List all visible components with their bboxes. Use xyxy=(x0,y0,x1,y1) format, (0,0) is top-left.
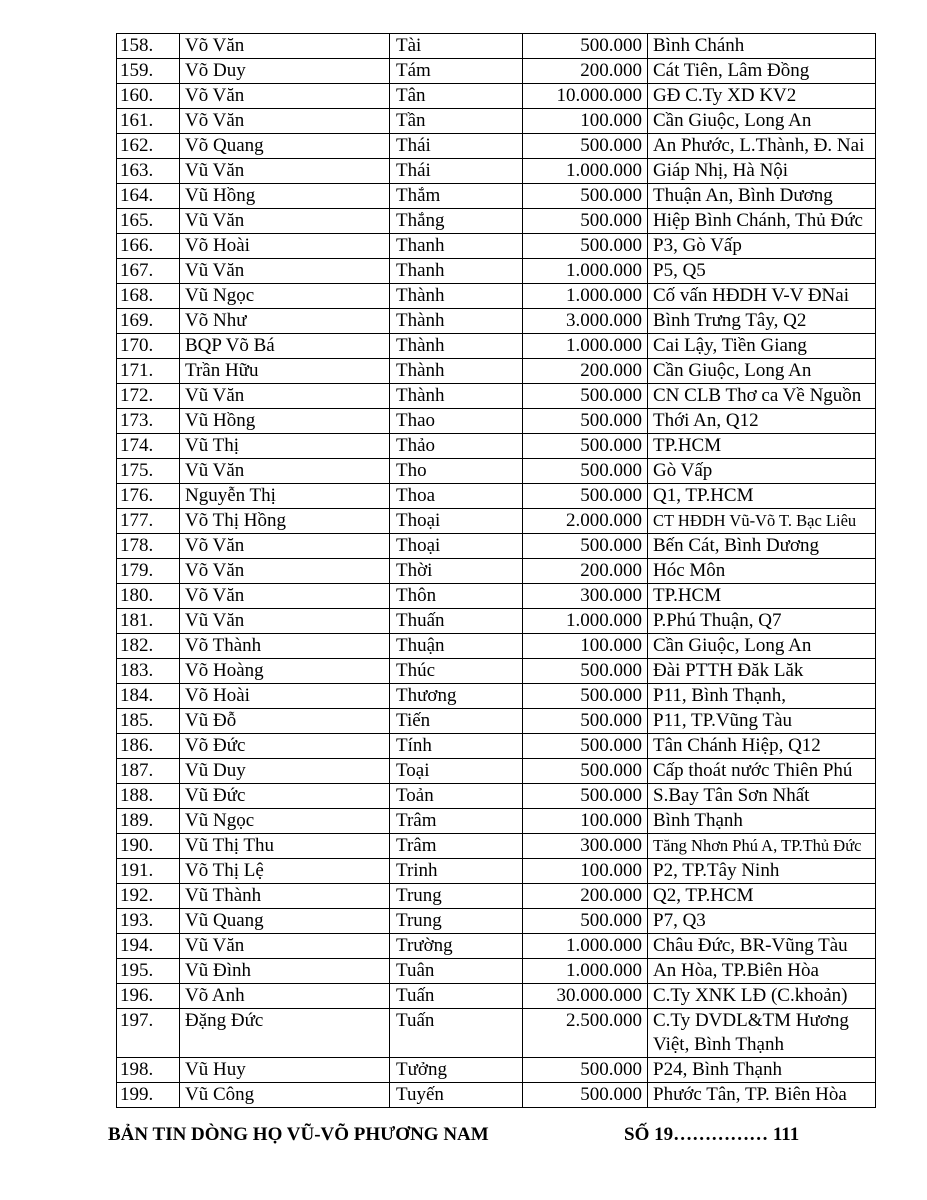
row-given-name: Thành xyxy=(390,309,523,334)
row-index: 192. xyxy=(117,884,180,909)
row-surname: Võ Quang xyxy=(180,134,390,159)
row-index: 183. xyxy=(117,659,180,684)
row-place: Giáp Nhị, Hà Nội xyxy=(648,159,876,184)
row-surname: Vũ Văn xyxy=(180,209,390,234)
table-row xyxy=(117,434,876,459)
row-given-name: Trường xyxy=(390,934,523,959)
row-given-name: Thuận xyxy=(390,634,523,659)
row-index: 180. xyxy=(117,584,180,609)
row-surname: Vũ Quang xyxy=(180,909,390,934)
row-surname: Vũ Đỗ xyxy=(180,709,390,734)
row-place: Châu Đức, BR-Vũng Tàu xyxy=(648,934,876,959)
table-row xyxy=(117,759,876,784)
row-index: 176. xyxy=(117,484,180,509)
row-index: 177. xyxy=(117,509,180,534)
row-place: P.Phú Thuận, Q7 xyxy=(648,609,876,634)
row-given-name: Thảo xyxy=(390,434,523,459)
row-index: 164. xyxy=(117,184,180,209)
row-amount: 500.000 xyxy=(523,184,648,209)
row-given-name: Thắm xyxy=(390,184,523,209)
row-given-name: Thúc xyxy=(390,659,523,684)
row-surname: Vũ Công xyxy=(180,1083,390,1108)
row-amount: 1.000.000 xyxy=(523,334,648,359)
row-surname: Vũ Thị xyxy=(180,434,390,459)
table-row xyxy=(117,1058,876,1083)
row-surname: Võ Hoàng xyxy=(180,659,390,684)
row-surname: Vũ Văn xyxy=(180,384,390,409)
row-given-name: Tuấn xyxy=(390,1009,523,1058)
row-place: S.Bay Tân Sơn Nhất xyxy=(648,784,876,809)
row-amount: 500.000 xyxy=(523,1083,648,1108)
bulletin-title: BẢN TIN DÒNG HỌ VŨ-VÕ PHƯƠNG NAM xyxy=(108,1124,489,1145)
issue-and-page-number: SỐ 19…………… 111 xyxy=(624,1124,800,1145)
row-place: P24, Bình Thạnh xyxy=(648,1058,876,1083)
row-amount: 500.000 xyxy=(523,734,648,759)
row-surname: Vũ Thành xyxy=(180,884,390,909)
row-place: TP.HCM xyxy=(648,584,876,609)
table-row xyxy=(117,484,876,509)
row-place: Thuận An, Bình Dương xyxy=(648,184,876,209)
row-index: 198. xyxy=(117,1058,180,1083)
row-amount: 500.000 xyxy=(523,1058,648,1083)
table-row xyxy=(117,959,876,984)
row-place: Cát Tiên, Lâm Đồng xyxy=(648,59,876,84)
row-place: Cần Giuộc, Long An xyxy=(648,359,876,384)
table-row xyxy=(117,584,876,609)
row-surname: Vũ Ngọc xyxy=(180,284,390,309)
row-index: 178. xyxy=(117,534,180,559)
row-given-name: Thời xyxy=(390,559,523,584)
table-row xyxy=(117,909,876,934)
row-amount: 500.000 xyxy=(523,384,648,409)
table-row xyxy=(117,634,876,659)
row-amount: 1.000.000 xyxy=(523,159,648,184)
row-surname: Võ Thị Lệ xyxy=(180,859,390,884)
table-row xyxy=(117,784,876,809)
row-amount: 500.000 xyxy=(523,659,648,684)
row-surname: Vũ Đức xyxy=(180,784,390,809)
row-surname: Võ Văn xyxy=(180,559,390,584)
table-row xyxy=(117,84,876,109)
table-row xyxy=(117,609,876,634)
row-given-name: Thanh xyxy=(390,259,523,284)
row-given-name: Thoa xyxy=(390,484,523,509)
row-index: 158. xyxy=(117,34,180,59)
row-place: GĐ C.Ty XD KV2 xyxy=(648,84,876,109)
row-given-name: Trâm xyxy=(390,834,523,859)
row-amount: 1.000.000 xyxy=(523,959,648,984)
row-surname: Đặng Đức xyxy=(180,1009,390,1058)
row-surname: Vũ Đình xyxy=(180,959,390,984)
row-index: 161. xyxy=(117,109,180,134)
row-index: 194. xyxy=(117,934,180,959)
row-surname: Võ Đức xyxy=(180,734,390,759)
table-row xyxy=(117,309,876,334)
row-amount: 1.000.000 xyxy=(523,259,648,284)
row-amount: 100.000 xyxy=(523,859,648,884)
row-amount: 100.000 xyxy=(523,109,648,134)
row-given-name: Thoại xyxy=(390,509,523,534)
table-row xyxy=(117,234,876,259)
row-amount: 500.000 xyxy=(523,234,648,259)
row-amount: 500.000 xyxy=(523,434,648,459)
row-place: An Hòa, TP.Biên Hòa xyxy=(648,959,876,984)
row-amount: 500.000 xyxy=(523,459,648,484)
row-given-name: Thanh xyxy=(390,234,523,259)
row-index: 185. xyxy=(117,709,180,734)
row-place: Q1, TP.HCM xyxy=(648,484,876,509)
row-given-name: Toản xyxy=(390,784,523,809)
row-place: Bình Chánh xyxy=(648,34,876,59)
row-given-name: Tiến xyxy=(390,709,523,734)
table-row xyxy=(117,109,876,134)
row-place: TP.HCM xyxy=(648,434,876,459)
row-index: 171. xyxy=(117,359,180,384)
table-row xyxy=(117,184,876,209)
row-surname: Võ Hoài xyxy=(180,234,390,259)
row-surname: Vũ Huy xyxy=(180,1058,390,1083)
row-index: 186. xyxy=(117,734,180,759)
row-surname: Vũ Hồng xyxy=(180,409,390,434)
table-row xyxy=(117,1009,876,1058)
row-given-name: Thoại xyxy=(390,534,523,559)
row-surname: Võ Anh xyxy=(180,984,390,1009)
row-place: P11, TP.Vũng Tàu xyxy=(648,709,876,734)
row-index: 197. xyxy=(117,1009,180,1058)
row-amount: 30.000.000 xyxy=(523,984,648,1009)
row-index: 193. xyxy=(117,909,180,934)
row-given-name: Thao xyxy=(390,409,523,434)
row-place: Bến Cát, Bình Dương xyxy=(648,534,876,559)
row-given-name: Toại xyxy=(390,759,523,784)
row-amount: 300.000 xyxy=(523,584,648,609)
row-given-name: Tân xyxy=(390,84,523,109)
row-place: Bình Trưng Tây, Q2 xyxy=(648,309,876,334)
row-amount: 1.000.000 xyxy=(523,934,648,959)
row-surname: Nguyễn Thị xyxy=(180,484,390,509)
row-amount: 500.000 xyxy=(523,784,648,809)
table-row xyxy=(117,1083,876,1108)
row-amount: 1.000.000 xyxy=(523,284,648,309)
row-given-name: Thái xyxy=(390,134,523,159)
row-place: P5, Q5 xyxy=(648,259,876,284)
row-place: Phước Tân, TP. Biên Hòa xyxy=(648,1083,876,1108)
table-row xyxy=(117,159,876,184)
row-amount: 10.000.000 xyxy=(523,84,648,109)
row-surname: Trần Hữu xyxy=(180,359,390,384)
row-given-name: Trâm xyxy=(390,809,523,834)
row-index: 179. xyxy=(117,559,180,584)
table-row xyxy=(117,359,876,384)
table-row xyxy=(117,384,876,409)
row-amount: 200.000 xyxy=(523,884,648,909)
row-place: C.Ty DVDL&TM Hương Việt, Bình Thạnh xyxy=(648,1009,876,1058)
row-place: Tân Chánh Hiệp, Q12 xyxy=(648,734,876,759)
row-amount: 2.000.000 xyxy=(523,509,648,534)
row-given-name: Tài xyxy=(390,34,523,59)
row-given-name: Tuân xyxy=(390,959,523,984)
table-row xyxy=(117,559,876,584)
row-amount: 500.000 xyxy=(523,759,648,784)
row-surname: Vũ Văn xyxy=(180,459,390,484)
row-index: 173. xyxy=(117,409,180,434)
row-amount: 200.000 xyxy=(523,559,648,584)
row-index: 189. xyxy=(117,809,180,834)
row-amount: 200.000 xyxy=(523,359,648,384)
row-index: 190. xyxy=(117,834,180,859)
row-given-name: Thôn xyxy=(390,584,523,609)
row-index: 166. xyxy=(117,234,180,259)
row-given-name: Thành xyxy=(390,334,523,359)
row-given-name: Tưởng xyxy=(390,1058,523,1083)
row-place: C.Ty XNK LĐ (C.khoản) xyxy=(648,984,876,1009)
table-row xyxy=(117,534,876,559)
row-surname: Võ Văn xyxy=(180,109,390,134)
row-amount: 2.500.000 xyxy=(523,1009,648,1058)
table-row xyxy=(117,509,876,534)
row-surname: Võ Văn xyxy=(180,84,390,109)
row-place: P2, TP.Tây Ninh xyxy=(648,859,876,884)
row-surname: Võ Hoài xyxy=(180,684,390,709)
row-surname: BQP Võ Bá xyxy=(180,334,390,359)
table-row xyxy=(117,409,876,434)
row-place: Bình Thạnh xyxy=(648,809,876,834)
row-amount: 500.000 xyxy=(523,709,648,734)
row-index: 199. xyxy=(117,1083,180,1108)
row-place: Đài PTTH Đăk Lăk xyxy=(648,659,876,684)
row-amount: 200.000 xyxy=(523,59,648,84)
row-index: 187. xyxy=(117,759,180,784)
row-given-name: Tần xyxy=(390,109,523,134)
table-row xyxy=(117,59,876,84)
row-index: 182. xyxy=(117,634,180,659)
table-row xyxy=(117,859,876,884)
row-surname: Vũ Văn xyxy=(180,159,390,184)
row-amount: 500.000 xyxy=(523,409,648,434)
row-index: 181. xyxy=(117,609,180,634)
row-given-name: Tuấn xyxy=(390,984,523,1009)
row-amount: 3.000.000 xyxy=(523,309,648,334)
page-footer xyxy=(108,1124,868,1150)
row-place: Cần Giuộc, Long An xyxy=(648,634,876,659)
table-row xyxy=(117,134,876,159)
row-place: Tăng Nhơn Phú A, TP.Thủ Đức xyxy=(648,834,876,859)
row-amount: 500.000 xyxy=(523,534,648,559)
row-index: 195. xyxy=(117,959,180,984)
row-surname: Vũ Văn xyxy=(180,609,390,634)
table-row xyxy=(117,334,876,359)
table-row xyxy=(117,709,876,734)
row-surname: Võ Duy xyxy=(180,59,390,84)
row-surname: Võ Thị Hồng xyxy=(180,509,390,534)
table-row xyxy=(117,734,876,759)
table-row xyxy=(117,459,876,484)
row-index: 188. xyxy=(117,784,180,809)
row-place: Cấp thoát nước Thiên Phú xyxy=(648,759,876,784)
row-given-name: Trung xyxy=(390,884,523,909)
row-index: 167. xyxy=(117,259,180,284)
row-surname: Vũ Thị Thu xyxy=(180,834,390,859)
row-given-name: Trung xyxy=(390,909,523,934)
donor-table xyxy=(116,33,876,1108)
row-index: 174. xyxy=(117,434,180,459)
row-place: Thới An, Q12 xyxy=(648,409,876,434)
row-amount: 500.000 xyxy=(523,134,648,159)
row-surname: Vũ Duy xyxy=(180,759,390,784)
row-index: 159. xyxy=(117,59,180,84)
row-given-name: Trinh xyxy=(390,859,523,884)
row-surname: Vũ Văn xyxy=(180,934,390,959)
row-surname: Võ Văn xyxy=(180,34,390,59)
row-place: Cần Giuộc, Long An xyxy=(648,109,876,134)
row-given-name: Thắng xyxy=(390,209,523,234)
row-given-name: Tính xyxy=(390,734,523,759)
row-index: 175. xyxy=(117,459,180,484)
donor-table-body xyxy=(117,34,876,1108)
row-given-name: Tuyến xyxy=(390,1083,523,1108)
row-given-name: Thành xyxy=(390,284,523,309)
row-place: P3, Gò Vấp xyxy=(648,234,876,259)
row-surname: Võ Thành xyxy=(180,634,390,659)
row-place: P11, Bình Thạnh, xyxy=(648,684,876,709)
row-place: P7, Q3 xyxy=(648,909,876,934)
row-index: 196. xyxy=(117,984,180,1009)
row-given-name: Thành xyxy=(390,359,523,384)
row-index: 172. xyxy=(117,384,180,409)
row-place: Hóc Môn xyxy=(648,559,876,584)
row-amount: 100.000 xyxy=(523,809,648,834)
row-given-name: Thuấn xyxy=(390,609,523,634)
table-row xyxy=(117,659,876,684)
row-surname: Vũ Văn xyxy=(180,259,390,284)
row-index: 169. xyxy=(117,309,180,334)
row-index: 160. xyxy=(117,84,180,109)
table-row xyxy=(117,834,876,859)
row-place: CN CLB Thơ ca Về Nguồn xyxy=(648,384,876,409)
table-row xyxy=(117,684,876,709)
row-amount: 300.000 xyxy=(523,834,648,859)
row-place: Hiệp Bình Chánh, Thủ Đức xyxy=(648,209,876,234)
row-index: 162. xyxy=(117,134,180,159)
row-amount: 100.000 xyxy=(523,634,648,659)
row-amount: 500.000 xyxy=(523,684,648,709)
row-amount: 500.000 xyxy=(523,209,648,234)
row-place: An Phước, L.Thành, Đ. Nai xyxy=(648,134,876,159)
table-row xyxy=(117,259,876,284)
row-index: 168. xyxy=(117,284,180,309)
row-place: Q2, TP.HCM xyxy=(648,884,876,909)
table-row xyxy=(117,209,876,234)
row-index: 163. xyxy=(117,159,180,184)
table-row xyxy=(117,809,876,834)
row-given-name: Tám xyxy=(390,59,523,84)
table-row xyxy=(117,934,876,959)
row-index: 170. xyxy=(117,334,180,359)
row-place: Cai Lậy, Tiền Giang xyxy=(648,334,876,359)
table-row xyxy=(117,34,876,59)
row-surname: Vũ Ngọc xyxy=(180,809,390,834)
row-given-name: Thành xyxy=(390,384,523,409)
row-amount: 500.000 xyxy=(523,34,648,59)
row-given-name: Thái xyxy=(390,159,523,184)
row-surname: Võ Văn xyxy=(180,584,390,609)
row-surname: Vũ Hồng xyxy=(180,184,390,209)
row-place: CT HĐDH Vũ-Võ T. Bạc Liêu xyxy=(648,509,876,534)
row-index: 184. xyxy=(117,684,180,709)
table-row xyxy=(117,284,876,309)
row-amount: 500.000 xyxy=(523,484,648,509)
row-given-name: Thương xyxy=(390,684,523,709)
row-amount: 1.000.000 xyxy=(523,609,648,634)
row-amount: 500.000 xyxy=(523,909,648,934)
table-row xyxy=(117,984,876,1009)
table-row xyxy=(117,884,876,909)
row-surname: Võ Như xyxy=(180,309,390,334)
row-place: Cố vấn HĐDH V-V ĐNai xyxy=(648,284,876,309)
row-surname: Võ Văn xyxy=(180,534,390,559)
row-index: 191. xyxy=(117,859,180,884)
row-given-name: Tho xyxy=(390,459,523,484)
row-index: 165. xyxy=(117,209,180,234)
row-place: Gò Vấp xyxy=(648,459,876,484)
